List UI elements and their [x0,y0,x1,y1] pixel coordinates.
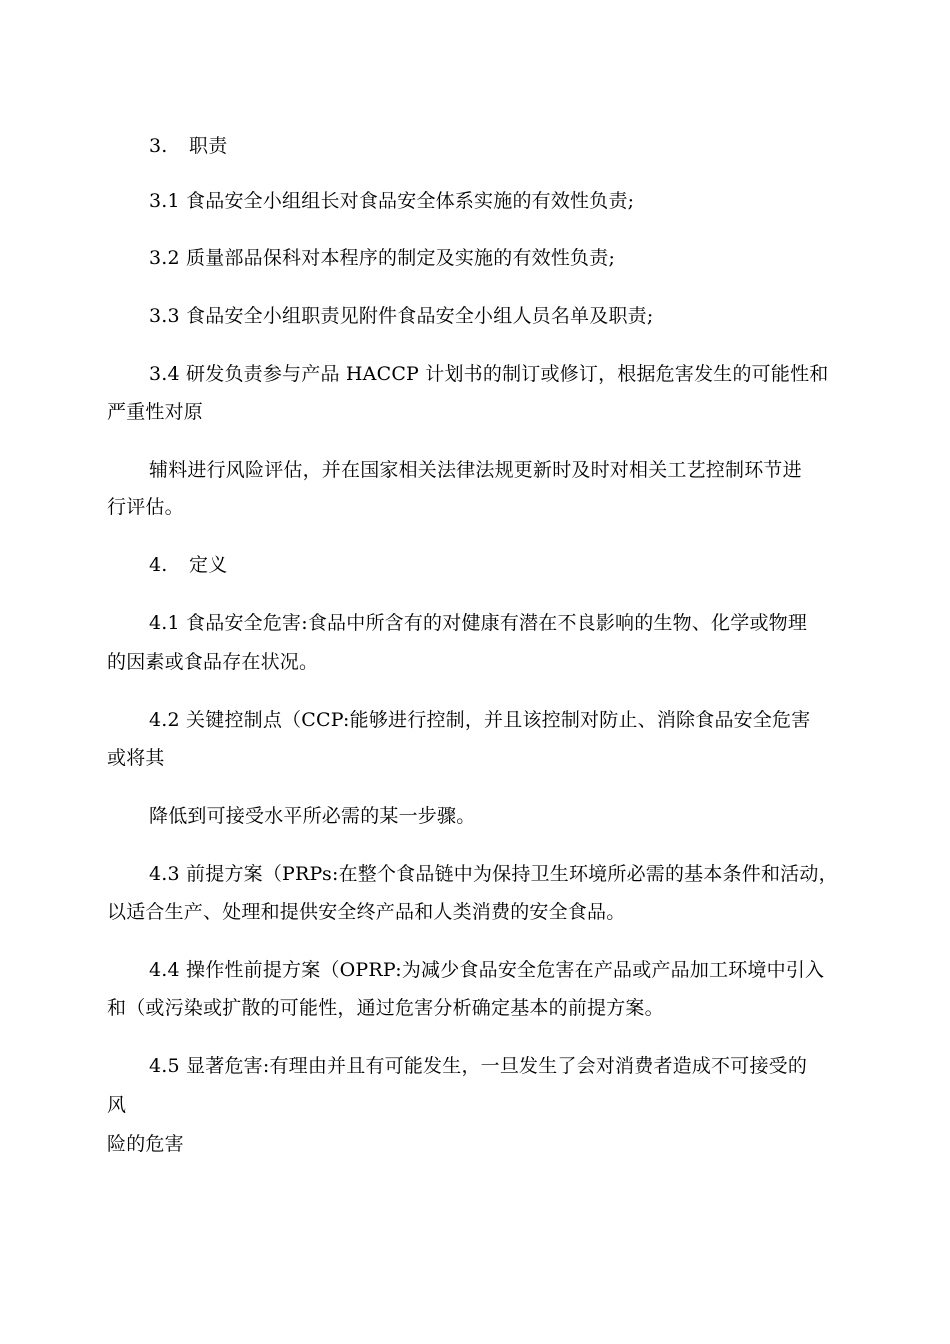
section-4-heading [149,552,227,578]
definition-4-2-line-1: 4.2 关键控制点（CCP:能够进行控制，并且该控制对防止、消除食品安全危害 [149,709,811,731]
definition-4-1-line-2: 的因素或食品存在状况。 [107,651,319,673]
definition-4-1-line-1: 4.1 食品安全危害:食品中所含有的对健康有潜在不良影响的生物、化学或物理 [149,612,808,634]
definition-4-5-line-1: 4.5 显著危害:有理由并且有可能发生，一旦发生了会对消费者造成不可接受的 [149,1055,808,1077]
definition-4-5-line-3: 险的危害 [107,1133,184,1155]
section-number: 3. [149,135,168,157]
paragraph-3-4-line-2: 严重性对原 [107,401,204,423]
definition-4-3-line-1: 4.3 前提方案（PRPs:在整个食品链中为保持卫生环境所必需的基本条件和活动， [149,863,838,885]
section-3-heading [149,133,227,159]
section-title: 职责 [189,135,228,157]
paragraph-3-3: 3.3 食品安全小组职责见附件食品安全小组人员名单及职责; [149,305,654,327]
section-number: 4. [149,554,168,576]
paragraph-3-2: 3.2 质量部品保科对本程序的制定及实施的有效性负责; [149,247,616,269]
definition-4-2-line-3: 降低到可接受水平所必需的某一步骤。 [149,805,476,827]
definition-4-3-line-2: 以适合生产、处理和提供安全终产品和人类消费的安全食品。 [107,901,626,923]
definition-4-2-line-2: 或将其 [107,747,165,769]
definition-4-5-line-2: 风 [107,1094,127,1116]
definition-4-4-line-2: 和（或污染或扩散的可能性，通过危害分析确定基本的前提方案。 [107,997,664,1019]
paragraph-3-4-cont-line-1: 辅料进行风险评估，并在国家相关法律法规更新时及时对相关工艺控制环节进 [149,459,802,481]
paragraph-3-1: 3.1 食品安全小组组长对食品安全体系实施的有效性负责; [149,190,635,212]
paragraph-3-4-line-1: 3.4 研发负责参与产品 HACCP 计划书的制订或修订，根据危害发生的可能性和 [149,363,829,385]
definition-4-4-line-1: 4.4 操作性前提方案（OPRP:为减少食品安全危害在产品或产品加工环境中引入 [149,959,825,981]
section-title: 定义 [189,554,228,576]
paragraph-3-4-cont-line-2: 行评估。 [107,496,184,518]
